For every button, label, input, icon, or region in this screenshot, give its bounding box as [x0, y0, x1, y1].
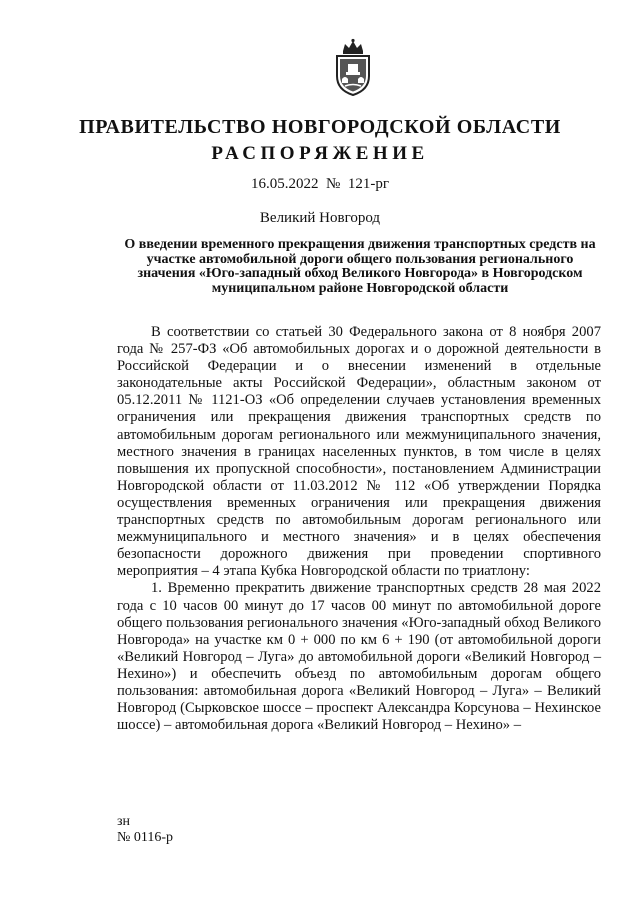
document-code: № 0116-р: [117, 830, 173, 845]
document-type: РАСПОРЯЖЕНИЕ: [211, 143, 429, 164]
clause-1-paragraph: 1. Временно прекратить движение транспортных средств 28 мая 2022 года с 10 часов 00 минут до 17 часов 00 минут по автомобильной дороге общего пользования регионального значения «Юго-западный обход Великого Новгорода» на участке км 0 + 000 по км 6 + 190 (от автомобильной дороги «Великий Новгород – Луга» до автомобильной дороги «Великий Новгород – Нехино») и обеспечить объезд по автомобильным дорогам общего пользования: автомобильная дорога «Великий Новгород – Луга» – Великий Новгород (Сырковское шоссе – проспект Александра Корсунова – Нехинское шоссе) – автомобильная дорога «Великий Новгород – Нехино» –: [117, 580, 601, 734]
date-number-line: [0, 176, 640, 193]
city-name: Великий Новгород: [259, 210, 381, 226]
preamble-paragraph: В соответствии со статьей 30 Федерального закона от 8 ноября 2007 года № 257-ФЗ «Об автомобильных дорогах и о дорожной деятельности в Российской Федерации и о внесении изменений в отдельные законодательные акты Российской Федерации», областным законом от 05.12.2011 № 1121-ОЗ «Об определении случаев установления временных ограничения или прекращения движения транспортных средств по автомобильным дорогам регионального или межмуниципального значения, местного значения в границах населенных пунктов, в том числе в целях повышения их пропускной способности», постановлением Администрации Новгородской области от 11.03.2012 № 112 «Об утверждении Порядка осуществления временных ограничения или прекращения движения транспортных средств по автомобильным дорогам регионального или межмуниципального и местного значения» и в целях обеспечения безопасности дорожного движения при проведении спортивного мероприятия – 4 этапа Кубка Новгородской области по триатлону:: [117, 324, 601, 580]
document-date: 16.05.2022: [251, 176, 319, 192]
document-footer: [117, 814, 173, 846]
government-title: ПРАВИТЕЛЬСТВО НОВГОРОДСКОЙ ОБЛАСТИ: [79, 116, 561, 138]
coat-of-arms-emblem: [333, 38, 373, 96]
document-body: [117, 324, 601, 734]
document-subject: О введении временного прекращения движения транспортных средств на участке автомобильной дороги общего пользования регионального значения «Юго-западный обход Великого Новгорода» в Новгородском муниципальном районе Новгородской области: [124, 237, 596, 296]
document-number: 121-рг: [347, 176, 389, 192]
executor-initials: зн: [117, 814, 131, 829]
number-sign: №: [326, 176, 341, 192]
